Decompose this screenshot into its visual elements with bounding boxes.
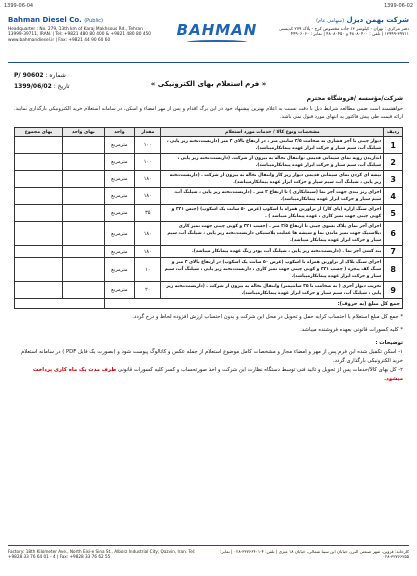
- note-line: * جمع کل مبلغ استعلام با احتساب کرایه حمل و تحویل در محل این شرکت و بدون احتساب ارزش افزوده لحاظ و درج گردد.: [132, 314, 403, 320]
- row-total-price-input[interactable]: [15, 205, 63, 222]
- row-description: اندازیدن رویه نمای سیمانی قدیمی ،وانتقال نخاله به بیرون از شرکت. (داربست،تخته زیر پایی ، شیلنگ آب، سیم سیار و حرکت ابزار عهده پیمانکارمیباشد).: [161, 154, 384, 171]
- row-unit: مترمربع: [104, 222, 135, 246]
- row-unit: مترمربع: [104, 246, 135, 258]
- row-number: 7: [384, 246, 403, 258]
- row-number: 3: [384, 171, 403, 188]
- row-quantity: ۱۰: [135, 258, 161, 282]
- row-unit: مترمربع: [104, 137, 135, 154]
- table-row: [15, 246, 403, 258]
- number-value: P/ 90602: [14, 72, 44, 79]
- table-row: [15, 171, 403, 188]
- row-quantity: ۱۸۰: [135, 222, 161, 246]
- row-number: 5: [384, 205, 403, 222]
- footer-divider: [8, 545, 409, 546]
- row-unit: مترمربع: [104, 154, 135, 171]
- row-unit: مترمربع: [104, 205, 135, 222]
- bahman-logo: BAHMAN: [158, 20, 276, 44]
- row-unit-price-input[interactable]: [63, 188, 105, 205]
- note-line: ۱- اسکن تکمیل شده این فرم پس از مهر و امضاء مجاز و مشخصات کامل موضوع استعلام از جمله عکس و کاتالوگ پیوست شود و (بصورت یک فایل PDF ) در سامانه استعلام خرید الکترونیکی بارگذاری گردد.: [20, 349, 403, 364]
- date-value: 1399/06/02: [14, 83, 52, 90]
- header-divider: [8, 62, 409, 63]
- row-quantity: ۱۰۰: [135, 154, 161, 171]
- row-total-price-input[interactable]: [15, 246, 63, 258]
- row-unit-price-input[interactable]: [63, 222, 105, 246]
- row-quantity: ۲۰: [135, 282, 161, 299]
- header-qty: مقدار: [135, 128, 161, 137]
- row-description: اجرای سنگ بلاک از تراورتن همراه با اسکوپ (عرض ۵۰ سانت یک اسکوپ) در ارتفاع بالای ۳ متر و سنگ کف پنجره ( چسب ۳۲۱ و کوبی چینی جهت تمیز کاری ، داربست،تخته زیر پایی ، شیلنگ آب، سیم سیار و حرکت ابزار عهده پیمانکارمیباشد).: [161, 258, 384, 282]
- note-line: توضیحات :: [375, 340, 403, 346]
- row-description: تیشه ای کردن نمای سیمانی قدیمی دیوار زیر کار وانتقال نخاله به بیرون از شرکت . (داربست،تخته زیر پایی ، شیلنگ آب، سیم سیار و حرکت ابزار عهده پیمانکارمیباشد).: [161, 171, 384, 188]
- table-header-row: [15, 128, 403, 137]
- row-number: 9: [384, 282, 403, 299]
- row-unit-price-input[interactable]: [63, 246, 105, 258]
- intro-paragraph: خواهشمند است ضمن مطالعه شرایط ذیل با دقت نسبت به اعلام بهترین پیشنهاد خود در این برگ اقدام و پس از مهر امضاء و اسکن، در سامانه استعلام خرید الکترونیکی بارگذاری نمایید. ارائه قیمت طی پیش فاکتور به انتهای مورد قبول نمی باشد.: [14, 106, 403, 120]
- row-description: اجرای آجر نمای پلاک بسوی چینی تا ارتفاع ۳/۵ متر . (جسب ۳۲۱ و کوبی چینی جهت تمیز کاری ،پلاستیک جهت تمیز ماندن نما و شیشه ها عملیت پلاستیکی داربست،تخته زیر پایی ، شیلنگ آب، سیم سیار و حرکت ابزار عهده پیمانکار میباشد).: [161, 222, 384, 246]
- row-unit-price-input[interactable]: [63, 205, 105, 222]
- row-total-price-input[interactable]: [15, 154, 63, 171]
- factory-address-fa: کارخانه: قزوین، شهر صنعتی البرز، خیابان ابن سینا شمالی، خیابان ۱۸ متری | تلفن: ۴-۳۳۷۶۶۴۰۱-۰۲۸ | نمابر: ۳۳۷۶۶۲۵۵-۰۲۸: [220, 549, 409, 560]
- inquiry-table: [14, 127, 403, 309]
- date-label: تاریخ :: [53, 83, 70, 90]
- row-quantity: ۱۸۰: [135, 246, 161, 258]
- letterhead: [8, 14, 409, 60]
- headquarter-address-en: Headquarter : No. 279, 13th km of Karaj Makhsous Rd., Tehran 13999-39711, IRAN. | Tel: +9821 480 80 400 & +9821 480 80 450 www.bahmandiesel.ir | Fax: +9821 44 90 60 60: [8, 27, 152, 43]
- row-unit-price-input[interactable]: [63, 137, 105, 154]
- header-desc: مشخصات ونوع کالا / خدمات مورد استعلام: [161, 128, 384, 137]
- number-label: شماره :: [45, 72, 66, 79]
- row-total-price-input[interactable]: [15, 258, 63, 282]
- table-row: [15, 258, 403, 282]
- row-number: 8: [384, 258, 403, 282]
- row-quantity: ۳۵: [135, 205, 161, 222]
- row-total-price-input[interactable]: [15, 282, 63, 299]
- row-number: 1: [384, 137, 403, 154]
- row-description: دیوار چینی با آجر فشاری به ضخامت ۳/۵ سانتی متر ، در ارتفاع بالای ۳ متر (داربست،تخته زیر پایی ، شیلنگ آب، سیم سیار و حرکت ابزار عهده پیمانکارمیباشد).: [161, 137, 384, 154]
- row-description: اجرای سنگ ازاره (پای کار) از تراورتن همراه با اسکوپ (عرض ۵۰ سانت یک اسکوپ) (جنس ۳۲۱ و کوبی چینی جهت تمیز کاری ، عهده پیمانکار میباشد ) .: [161, 205, 384, 222]
- row-description: تخریب دیوار آجری ( به ضخامت تا ۳۵ سانتیمتر) وانتقال نخاله به بیرون از شرکت . (داربست،تخته زیر پایی ، شیلنگ آب، سیم سیار و حرکت ابزار عهده پیمانکارمیباشد).: [161, 282, 384, 299]
- company-name-fa: شرکت بهمن دیزل (سهامی عام): [316, 16, 409, 24]
- received-date-stamp: 1399-06-04: [4, 3, 34, 9]
- note-line: * کلیه کسورات قانونی بعهده فروشنده میباشد.: [300, 327, 403, 333]
- row-unit-price-input[interactable]: [63, 154, 105, 171]
- row-description: بند کشی آجر نما . (داربست،تخته زیر پایی ، شیلنگ آب، پودر رنگ عهده پیمانکار میباشد).: [161, 246, 384, 258]
- row-total-price-input[interactable]: [15, 171, 63, 188]
- sum-label: جمع کل مبلغ (به حروف):: [104, 299, 402, 309]
- headquarter-address-fa: دفتر مرکزی : تهران - کیلومتر ۱۳ جاده مخصوص کرج - پلاک ۲۷۹ کدپستی ۳۹۷۱۱-۱۳۹۹۹ | تلفن : ۴۸۰۸۰۴۰۰ و ۴۸۰۸۰۴۵۰ | نمابر : ۴۴۹۰۶۰۶۰: [278, 27, 409, 38]
- header-total-price: بهای مجموع: [15, 128, 63, 137]
- header-num: ردیف: [384, 128, 403, 137]
- table-row: [15, 137, 403, 154]
- table-row: [15, 282, 403, 299]
- row-unit: مترمربع: [104, 171, 135, 188]
- table-row: [15, 188, 403, 205]
- row-unit-price-input[interactable]: [63, 171, 105, 188]
- row-unit: مترمربع: [104, 188, 135, 205]
- row-unit-price-input[interactable]: [63, 282, 105, 299]
- note-line: [14, 366, 403, 384]
- row-number: 6: [384, 222, 403, 246]
- letter-date-stamp: 1399-06-02: [383, 3, 413, 9]
- factory-address-en: Factory: 18th Kilometer Ave., North Eisi-e Sina St., Alborz Industrial City, Qazvin, Iran. Tel: +9828 33 76 64 01 - 4 | Fax: +9828 33 76 62 55: [8, 549, 196, 560]
- row-unit: مترمربع: [104, 258, 135, 282]
- row-quantity: ۱۸۰: [135, 188, 161, 205]
- row-unit: مترمربع: [104, 282, 135, 299]
- row-quantity: ۱۰۰: [135, 137, 161, 154]
- payment-deadline-emphasis: ظرف مدت یک ماه کاری پرداخت میشود.: [32, 367, 403, 382]
- notes-section: [14, 313, 403, 384]
- company-name-en: Bahman Diesel Co. (Public): [8, 16, 103, 24]
- header-unit-price: بهای واحد: [63, 128, 105, 137]
- sum-row: [15, 299, 403, 309]
- table-row: [15, 154, 403, 171]
- form-title: « فرم استعلام بهای الکترونیکی »: [150, 80, 267, 88]
- row-unit-price-input[interactable]: [63, 258, 105, 282]
- header-unit: واحد: [104, 128, 135, 137]
- sum-value-cell[interactable]: [15, 299, 105, 309]
- payment-note-text: ۲- کل بهای کالا/خدمات پس از تحویل و تائید فنی توسط دستگاه نظارت این شرکت و اخذ صورتحساب و کسر کلیه کسورات قانونی: [117, 367, 403, 373]
- row-total-price-input[interactable]: [15, 222, 63, 246]
- salutation: شرکت/مؤسسه /فروشگاه محترم: [306, 95, 403, 102]
- row-number: 2: [384, 154, 403, 171]
- row-description: اجرای رنز بندی جهت آجر نما (سیمانکاری ) تا ارتفاع ۳ متر . (داربست،تخته زیر پایی ، شیلنگ آب، سیم سیار و حرکت ابزار عهده پیمانکارمیباشد).: [161, 188, 384, 205]
- row-total-price-input[interactable]: [15, 188, 63, 205]
- table-row: [15, 222, 403, 246]
- row-number: 4: [384, 188, 403, 205]
- row-quantity: ۱۸۰: [135, 171, 161, 188]
- row-total-price-input[interactable]: [15, 137, 63, 154]
- table-row: [15, 205, 403, 222]
